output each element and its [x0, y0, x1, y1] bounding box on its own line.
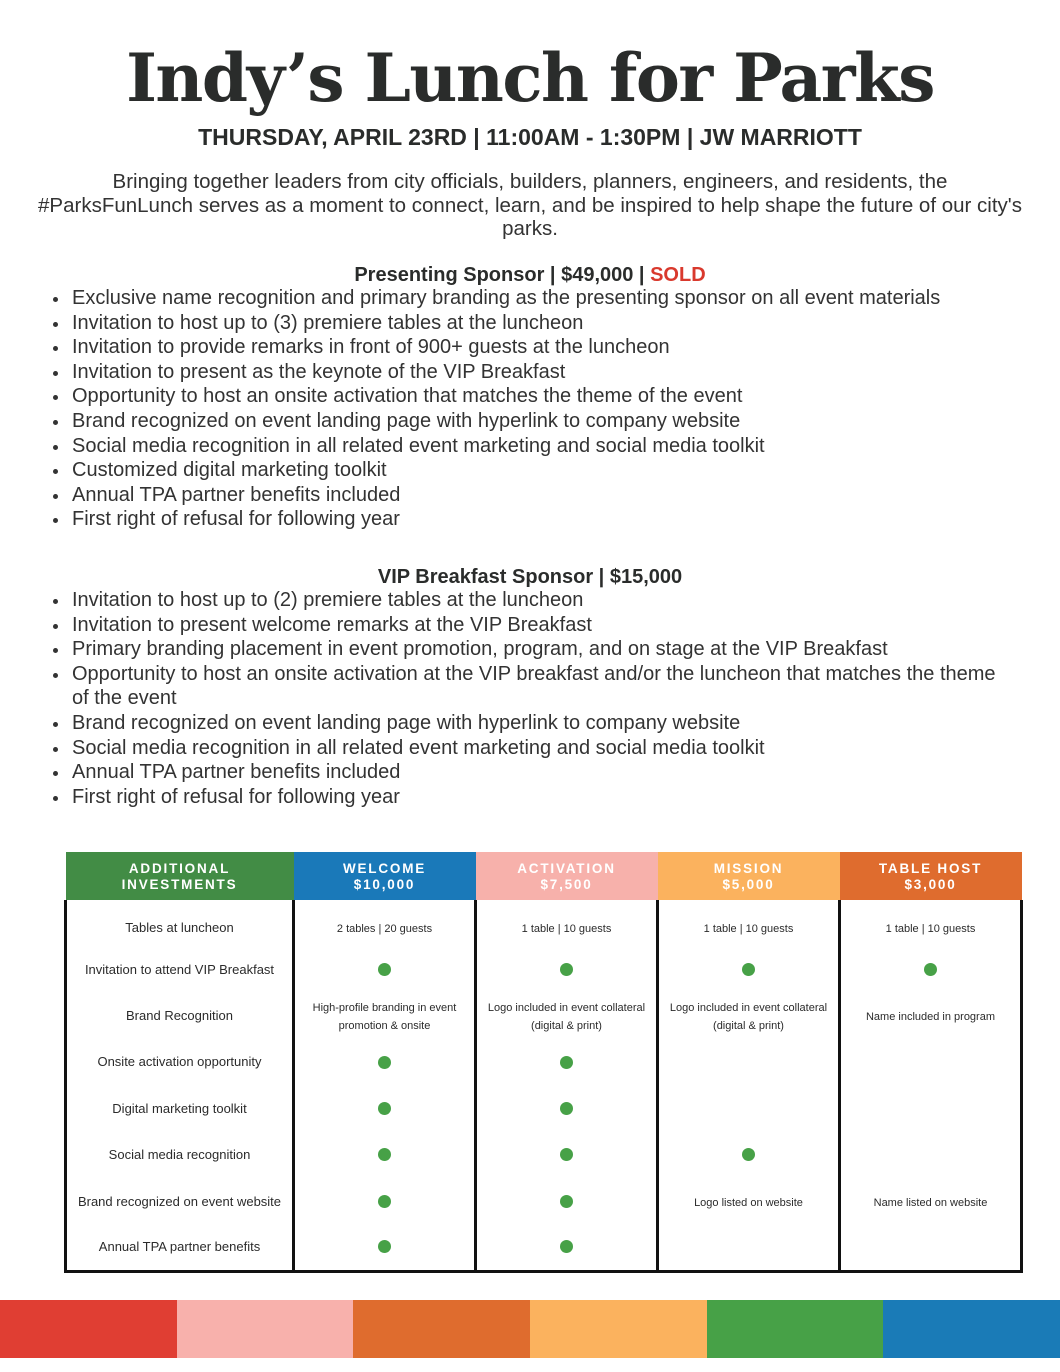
column-header-activation: ACTIVATION $7,500: [476, 852, 658, 900]
row-label: Brand recognized on event website: [66, 1178, 294, 1224]
vip-breakfast-sponsor-heading: VIP Breakfast Sponsor | $15,000: [377, 566, 683, 588]
color-swatch-blue: [883, 1300, 1060, 1358]
included-check-dot-icon: [742, 963, 755, 976]
table-cell: [658, 1039, 840, 1085]
tier-price: $15,000: [609, 566, 683, 588]
table-cell: [294, 900, 476, 946]
benefit-item: First right of refusal for following year: [48, 785, 1008, 810]
table-cell: [476, 1086, 658, 1132]
benefit-item: Social media recognition in all related event marketing and social media toolkit: [48, 434, 1008, 459]
tier-name: VIP Breakfast Sponsor: [377, 566, 594, 588]
benefit-item: Social media recognition in all related event marketing and social media toolkit: [48, 736, 1008, 761]
benefit-item: Invitation to provide remarks in front of 900+ guests at the luncheon: [48, 335, 1008, 360]
table-cell: [840, 946, 1022, 992]
included-check-dot-icon: [378, 1240, 391, 1253]
included-check-dot-icon: [560, 1148, 573, 1161]
row-label: Social media recognition: [66, 1132, 294, 1178]
row-label: Tables at luncheon: [66, 900, 294, 946]
presenting-sponsor-heading: Presenting Sponsor | $49,000 | SOLD: [354, 264, 706, 286]
column-header-welcome: WELCOME $10,000: [294, 852, 476, 900]
table-cell: [658, 993, 840, 1039]
row-label: Invitation to attend VIP Breakfast: [66, 946, 294, 992]
tier-price: $49,000: [561, 264, 634, 286]
table-cell: [294, 1178, 476, 1224]
benefit-item: Exclusive name recognition and primary branding as the presenting sponsor on all event materials: [48, 286, 1008, 311]
color-swatch-red: [0, 1300, 177, 1358]
table-cell: [294, 993, 476, 1039]
additional-investments-table: [64, 852, 1023, 1273]
vip-breakfast-sponsor-benefits: [48, 588, 1008, 809]
table-row: [66, 1039, 1022, 1085]
row-label: Annual TPA partner benefits: [66, 1225, 294, 1271]
benefit-item: Primary branding placement in event promotion, program, and on stage at the VIP Breakfast: [48, 637, 1008, 662]
table-cell: [840, 1178, 1022, 1224]
included-check-dot-icon: [378, 1102, 391, 1115]
event-details: THURSDAY, APRIL 23RD | 11:00AM - 1:30PM | JW MARRIOTT: [198, 124, 862, 150]
benefit-item: Annual TPA partner benefits included: [48, 483, 1008, 508]
included-check-dot-icon: [924, 963, 937, 976]
color-swatch-pink: [177, 1300, 354, 1358]
included-check-dot-icon: [378, 1148, 391, 1161]
cell-text: High-profile branding in event promotion & onsite: [312, 1001, 457, 1032]
cell-text: Logo listed on website: [694, 1196, 803, 1209]
color-swatch-green: [707, 1300, 884, 1358]
table-cell: [294, 1039, 476, 1085]
column-header-additional-investments: ADDITIONAL INVESTMENTS: [66, 852, 294, 900]
table-row: [66, 1178, 1022, 1224]
included-check-dot-icon: [742, 1148, 755, 1161]
table-cell: [294, 1225, 476, 1271]
footer-color-bar: [0, 1300, 1060, 1358]
cell-text: 2 tables | 20 guests: [336, 923, 433, 936]
cell-text: Name included in program: [865, 1010, 995, 1023]
row-label: Digital marketing toolkit: [66, 1086, 294, 1132]
table-cell: [658, 1132, 840, 1178]
cell-text: 1 table | 10 guests: [885, 923, 976, 936]
benefit-item: First right of refusal for following year: [48, 507, 1008, 532]
table-cell: [476, 1178, 658, 1224]
benefit-item: Annual TPA partner benefits included: [48, 760, 1008, 785]
table-cell: [476, 1132, 658, 1178]
table-cell: [840, 1086, 1022, 1132]
benefit-item: Invitation to present as the keynote of the VIP Breakfast: [48, 360, 1008, 385]
table-cell: [294, 946, 476, 992]
table-cell: [840, 900, 1022, 946]
benefit-item: Customized digital marketing toolkit: [48, 458, 1008, 483]
table-row: [66, 1132, 1022, 1178]
presenting-sponsor-benefits: [48, 286, 1008, 532]
table-cell: [840, 1039, 1022, 1085]
intro-paragraph: Bringing together leaders from city officials, builders, planners, engineers, and residents, the #ParksFunLunch serves as a moment to connect, learn, and be inspired to help shape the future of our city's parks.: [38, 170, 1022, 240]
cell-text: 1 table | 10 guests: [521, 923, 612, 936]
cell-text: Logo included in event collateral (digital & print): [669, 1001, 828, 1032]
color-swatch-orange: [353, 1300, 530, 1358]
table-cell: [840, 1132, 1022, 1178]
table-cell: [294, 1132, 476, 1178]
cell-text: 1 table | 10 guests: [703, 923, 794, 936]
row-label: Onsite activation opportunity: [66, 1039, 294, 1085]
included-check-dot-icon: [560, 963, 573, 976]
table-cell: [658, 1086, 840, 1132]
table-cell: [476, 900, 658, 946]
table-cell: [840, 1225, 1022, 1271]
table-cell: [476, 993, 658, 1039]
column-header-mission: MISSION $5,000: [658, 852, 840, 900]
benefit-item: Opportunity to host an onsite activation that matches the theme of the event: [48, 384, 1008, 409]
included-check-dot-icon: [560, 1195, 573, 1208]
table-header-row: [66, 852, 1022, 900]
included-check-dot-icon: [560, 1240, 573, 1253]
included-check-dot-icon: [560, 1056, 573, 1069]
benefit-item: Invitation to host up to (3) premiere tables at the luncheon: [48, 311, 1008, 336]
table-cell: [476, 1039, 658, 1085]
column-header-table-host: TABLE HOST $3,000: [840, 852, 1022, 900]
tier-name: Presenting Sponsor: [354, 264, 545, 286]
included-check-dot-icon: [560, 1102, 573, 1115]
table-cell: [658, 1225, 840, 1271]
page-title: Indy’s Lunch for Parks: [126, 39, 934, 117]
benefit-item: Invitation to host up to (2) premiere tables at the luncheon: [48, 588, 1008, 613]
table-row: [66, 900, 1022, 946]
table-row: [66, 1225, 1022, 1271]
table-row: [66, 993, 1022, 1039]
table-cell: [658, 1178, 840, 1224]
benefit-item: Brand recognized on event landing page with hyperlink to company website: [48, 409, 1008, 434]
benefit-item: Opportunity to host an onsite activation at the VIP breakfast and/or the luncheon that matches the theme of the event: [48, 662, 1008, 711]
table-cell: [658, 900, 840, 946]
cell-text: Logo included in event collateral (digital & print): [487, 1001, 646, 1032]
table-row: [66, 946, 1022, 992]
color-swatch-light-orange: [530, 1300, 707, 1358]
table-row: [66, 1086, 1022, 1132]
table-cell: [294, 1086, 476, 1132]
table-cell: [840, 993, 1022, 1039]
sold-badge: SOLD: [650, 264, 706, 286]
included-check-dot-icon: [378, 1195, 391, 1208]
table-cell: [476, 1225, 658, 1271]
row-label: Brand Recognition: [66, 993, 294, 1039]
benefit-item: Brand recognized on event landing page with hyperlink to company website: [48, 711, 1008, 736]
table-cell: [658, 946, 840, 992]
table-cell: [476, 946, 658, 992]
benefit-item: Invitation to present welcome remarks at the VIP Breakfast: [48, 613, 1008, 638]
included-check-dot-icon: [378, 1056, 391, 1069]
included-check-dot-icon: [378, 963, 391, 976]
cell-text: Name listed on website: [873, 1196, 988, 1209]
